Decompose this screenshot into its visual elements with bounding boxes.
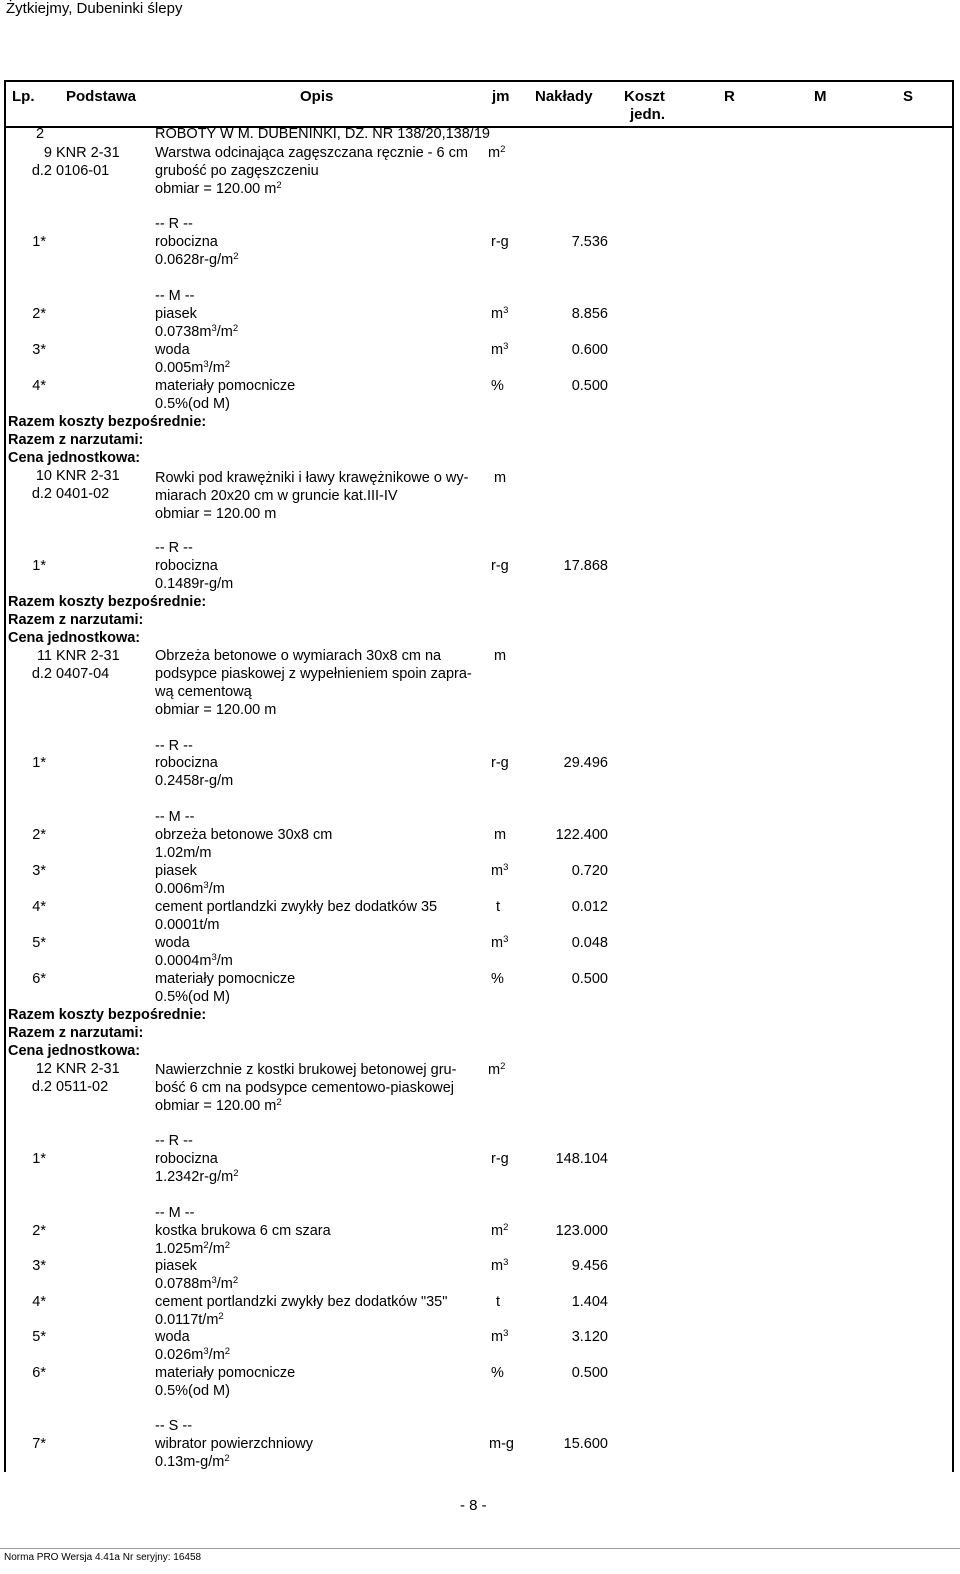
item-no: 9 (43, 145, 52, 161)
row-norm: 1.02m/m (155, 845, 212, 861)
section-title: ROBOTY W M. DUBENINKI, DZ. NR 138/20,138/19 (155, 126, 490, 142)
row-value: 15.600 (563, 1436, 608, 1452)
col-naklady: Nakłady (535, 88, 593, 105)
row-name: materiały pomocnicze (155, 971, 296, 987)
row-value: 0.500 (571, 971, 608, 987)
row-norm: $1.025m^2/m^2$ (155, 1240, 231, 1257)
row-lp: 4* (32, 899, 46, 915)
col-r: R (724, 88, 735, 105)
row-jm: $m^3$ (491, 1257, 509, 1274)
col-koszt-jedn: jedn. (630, 106, 666, 123)
item-no: 10 (35, 468, 52, 484)
row-lp: 5* (32, 1329, 46, 1345)
razem-koszty-label: Razem koszty bezpośrednie: (8, 414, 207, 430)
item-d2: d.2 (31, 666, 52, 682)
item-d2: d.2 (31, 163, 52, 179)
row-jm: r-g (491, 755, 509, 771)
row-lp: 2* (32, 306, 46, 322)
item-desc: Rowki pod krawężniki i ławy krawężnikowe o wy- (155, 470, 469, 486)
row-jm: $m^3$ (491, 305, 509, 322)
item-desc: Obrzeża betonowe o wymiarach 30x8 cm na (155, 648, 442, 664)
row-value: 29.496 (563, 755, 608, 771)
item-obmiar: obmiar = 120.00 $m^2$ (155, 180, 282, 197)
row-name: wibrator powierzchniowy (155, 1436, 313, 1452)
row-norm: 0.5%(od M) (155, 989, 230, 1005)
row-name: materiały pomocnicze (155, 378, 296, 394)
row-lp: 4* (32, 378, 46, 394)
section-m-label: -- M -- (155, 809, 195, 825)
cena-label: Cena jednostkowa: (8, 450, 141, 466)
page-title: Żytkiejmy, Dubeninki ślepy (6, 0, 183, 17)
row-norm: $1.2342r-g/m^2$ (155, 1168, 239, 1185)
col-opis: Opis (300, 88, 334, 105)
col-m: M (814, 88, 827, 105)
item-code: 0401-02 (56, 486, 110, 502)
item-no: 12 (35, 1061, 52, 1077)
section-m-label: -- M -- (155, 1205, 195, 1221)
row-value: 0.012 (571, 899, 608, 915)
row-value: 123.000 (555, 1223, 608, 1239)
row-lp: 6* (32, 971, 46, 987)
row-value: 8.856 (571, 306, 608, 322)
row-name: materiały pomocnicze (155, 1365, 296, 1381)
section-r-label: -- R -- (155, 738, 193, 754)
row-value: 0.500 (571, 378, 608, 394)
row-name: cement portlandzki zwykły bez dodatków 35 (155, 899, 438, 915)
row-name: robocizna (155, 558, 218, 574)
row-norm: 0.5%(od M) (155, 396, 230, 412)
item-jm: m (494, 470, 507, 486)
item-desc: Nawierzchnie z kostki brukowej betonowej gru- (155, 1062, 457, 1078)
item-desc: bość 6 cm na podsypce cementowo-piaskowej (155, 1080, 455, 1096)
row-name: cement portlandzki zwykły bez dodatków "35" (155, 1294, 448, 1310)
row-norm: $0.0788m^3/m^2$ (155, 1275, 239, 1292)
row-value: 122.400 (555, 827, 608, 843)
section-s-label: -- S -- (155, 1418, 193, 1434)
row-jm: $m^3$ (491, 1328, 509, 1345)
row-lp: 1* (32, 755, 46, 771)
cena-label: Cena jednostkowa: (8, 630, 141, 646)
item-obmiar: obmiar = 120.00 m (155, 506, 277, 522)
section-no: 2 (36, 126, 45, 142)
item-d2: d.2 (31, 486, 52, 502)
row-name: kostka brukowa 6 cm szara (155, 1223, 331, 1239)
col-s: S (903, 88, 914, 105)
item-code: 0407-04 (56, 666, 110, 682)
row-lp: 1* (32, 234, 46, 250)
footer-text: Norma PRO Wersja 4.41a Nr seryjny: 16458 (4, 1552, 202, 1563)
row-norm: $0.006m^3/m$ (155, 880, 225, 897)
item-jm: $m^2$ (488, 144, 506, 161)
row-norm: 0.0001t/m (155, 917, 220, 933)
row-name: robocizna (155, 234, 218, 250)
row-name: woda (155, 1329, 190, 1345)
col-koszt: Koszt (624, 88, 665, 105)
row-norm: $0.0628r-g/m^2$ (155, 251, 239, 268)
row-lp: 3* (32, 342, 46, 358)
footer-divider (0, 1548, 960, 1549)
row-value: 148.104 (555, 1151, 608, 1167)
item-desc: miarach 20x20 cm w gruncie kat.III-IV (155, 488, 398, 504)
row-name: piasek (155, 306, 197, 322)
row-norm: $0.0004m^3/m$ (155, 952, 233, 969)
row-lp: 2* (32, 1223, 46, 1239)
section-r-label: -- R -- (155, 1133, 193, 1149)
row-norm: $0.0117t/m^2$ (155, 1311, 224, 1328)
razem-koszty-label: Razem koszty bezpośrednie: (8, 1007, 207, 1023)
row-name: woda (155, 935, 190, 951)
item-obmiar: obmiar = 120.00 m (155, 702, 277, 718)
row-jm: t (496, 1294, 501, 1310)
item-knr: KNR 2-31 (56, 1061, 120, 1077)
row-jm: r-g (491, 1151, 509, 1167)
row-name: robocizna (155, 1151, 218, 1167)
row-lp: 3* (32, 863, 46, 879)
item-knr: KNR 2-31 (56, 468, 120, 484)
row-norm: $0.13m-g/m^2$ (155, 1453, 230, 1470)
item-desc: wą cementową (155, 684, 252, 700)
row-jm: $m^3$ (491, 862, 509, 879)
item-jm: $m^2$ (488, 1061, 506, 1078)
row-lp: 4* (32, 1294, 46, 1310)
row-name: woda (155, 342, 190, 358)
row-lp: 3* (32, 1258, 46, 1274)
row-jm: $m^3$ (491, 341, 509, 358)
page-number: - 8 - (460, 1497, 487, 1514)
item-no: 11 (36, 648, 52, 664)
row-value: 17.868 (563, 558, 608, 574)
row-value: 0.600 (571, 342, 608, 358)
row-norm: $0.0738m^3/m^2$ (155, 323, 239, 340)
col-podstawa: Podstawa (66, 88, 137, 105)
item-knr: KNR 2-31 (56, 648, 120, 664)
row-value: 9.456 (571, 1258, 608, 1274)
row-name: piasek (155, 863, 197, 879)
row-lp: 2* (32, 827, 46, 843)
row-jm: r-g (491, 558, 509, 574)
row-jm: t (496, 899, 501, 915)
razem-narzut-label: Razem z narzutami: (8, 432, 144, 448)
item-code: 0106-01 (56, 163, 110, 179)
row-name: piasek (155, 1258, 197, 1274)
item-desc: podsypce piaskowej z wypełnieniem spoin zapra- (155, 666, 472, 682)
row-norm: $0.005m^3/m^2$ (155, 359, 231, 376)
row-value: 1.404 (571, 1294, 608, 1310)
item-jm: m (494, 648, 507, 664)
table-header (4, 80, 954, 128)
row-jm: % (491, 1365, 504, 1381)
item-obmiar: obmiar = 120.00 $m^2$ (155, 1097, 282, 1114)
row-jm: r-g (491, 234, 509, 250)
item-code: 0511-02 (56, 1079, 109, 1095)
row-name: obrzeża betonowe 30x8 cm (155, 827, 333, 843)
row-value: 0.500 (571, 1365, 608, 1381)
razem-narzut-label: Razem z narzutami: (8, 612, 144, 628)
col-jm: jm (492, 88, 510, 105)
row-jm: m (494, 827, 507, 843)
row-norm: 0.5%(od M) (155, 1383, 230, 1399)
row-lp: 5* (32, 935, 46, 951)
section-r-label: -- R -- (155, 216, 193, 232)
row-lp: 6* (32, 1365, 46, 1381)
col-lp: Lp. (12, 88, 35, 105)
row-jm: $m^2$ (491, 1222, 509, 1239)
razem-narzut-label: Razem z narzutami: (8, 1025, 144, 1041)
item-d2: d.2 (31, 1079, 52, 1095)
cena-label: Cena jednostkowa: (8, 1043, 141, 1059)
section-m-label: -- M -- (155, 288, 195, 304)
row-lp: 7* (32, 1436, 46, 1452)
row-lp: 1* (32, 558, 46, 574)
razem-koszty-label: Razem koszty bezpośrednie: (8, 594, 207, 610)
row-value: 3.120 (571, 1329, 608, 1345)
row-norm: 0.1489r-g/m (155, 576, 234, 592)
row-jm: m-g (489, 1436, 514, 1452)
row-jm: % (491, 971, 504, 987)
row-jm: $m^3$ (491, 934, 509, 951)
row-value: 0.720 (571, 863, 608, 879)
item-desc: grubość po zagęszczeniu (155, 163, 319, 179)
row-norm: 0.2458r-g/m (155, 773, 234, 789)
row-value: 7.536 (571, 234, 608, 250)
section-r-label: -- R -- (155, 540, 193, 556)
row-jm: % (491, 378, 504, 394)
row-name: robocizna (155, 755, 218, 771)
row-norm: $0.026m^3/m^2$ (155, 1346, 231, 1363)
row-lp: 1* (32, 1151, 46, 1167)
item-knr: KNR 2-31 (56, 145, 120, 161)
row-value: 0.048 (571, 935, 608, 951)
item-desc: Warstwa odcinająca zagęszczana ręcznie - 6 cm (155, 145, 468, 161)
table-frame (4, 80, 954, 1472)
